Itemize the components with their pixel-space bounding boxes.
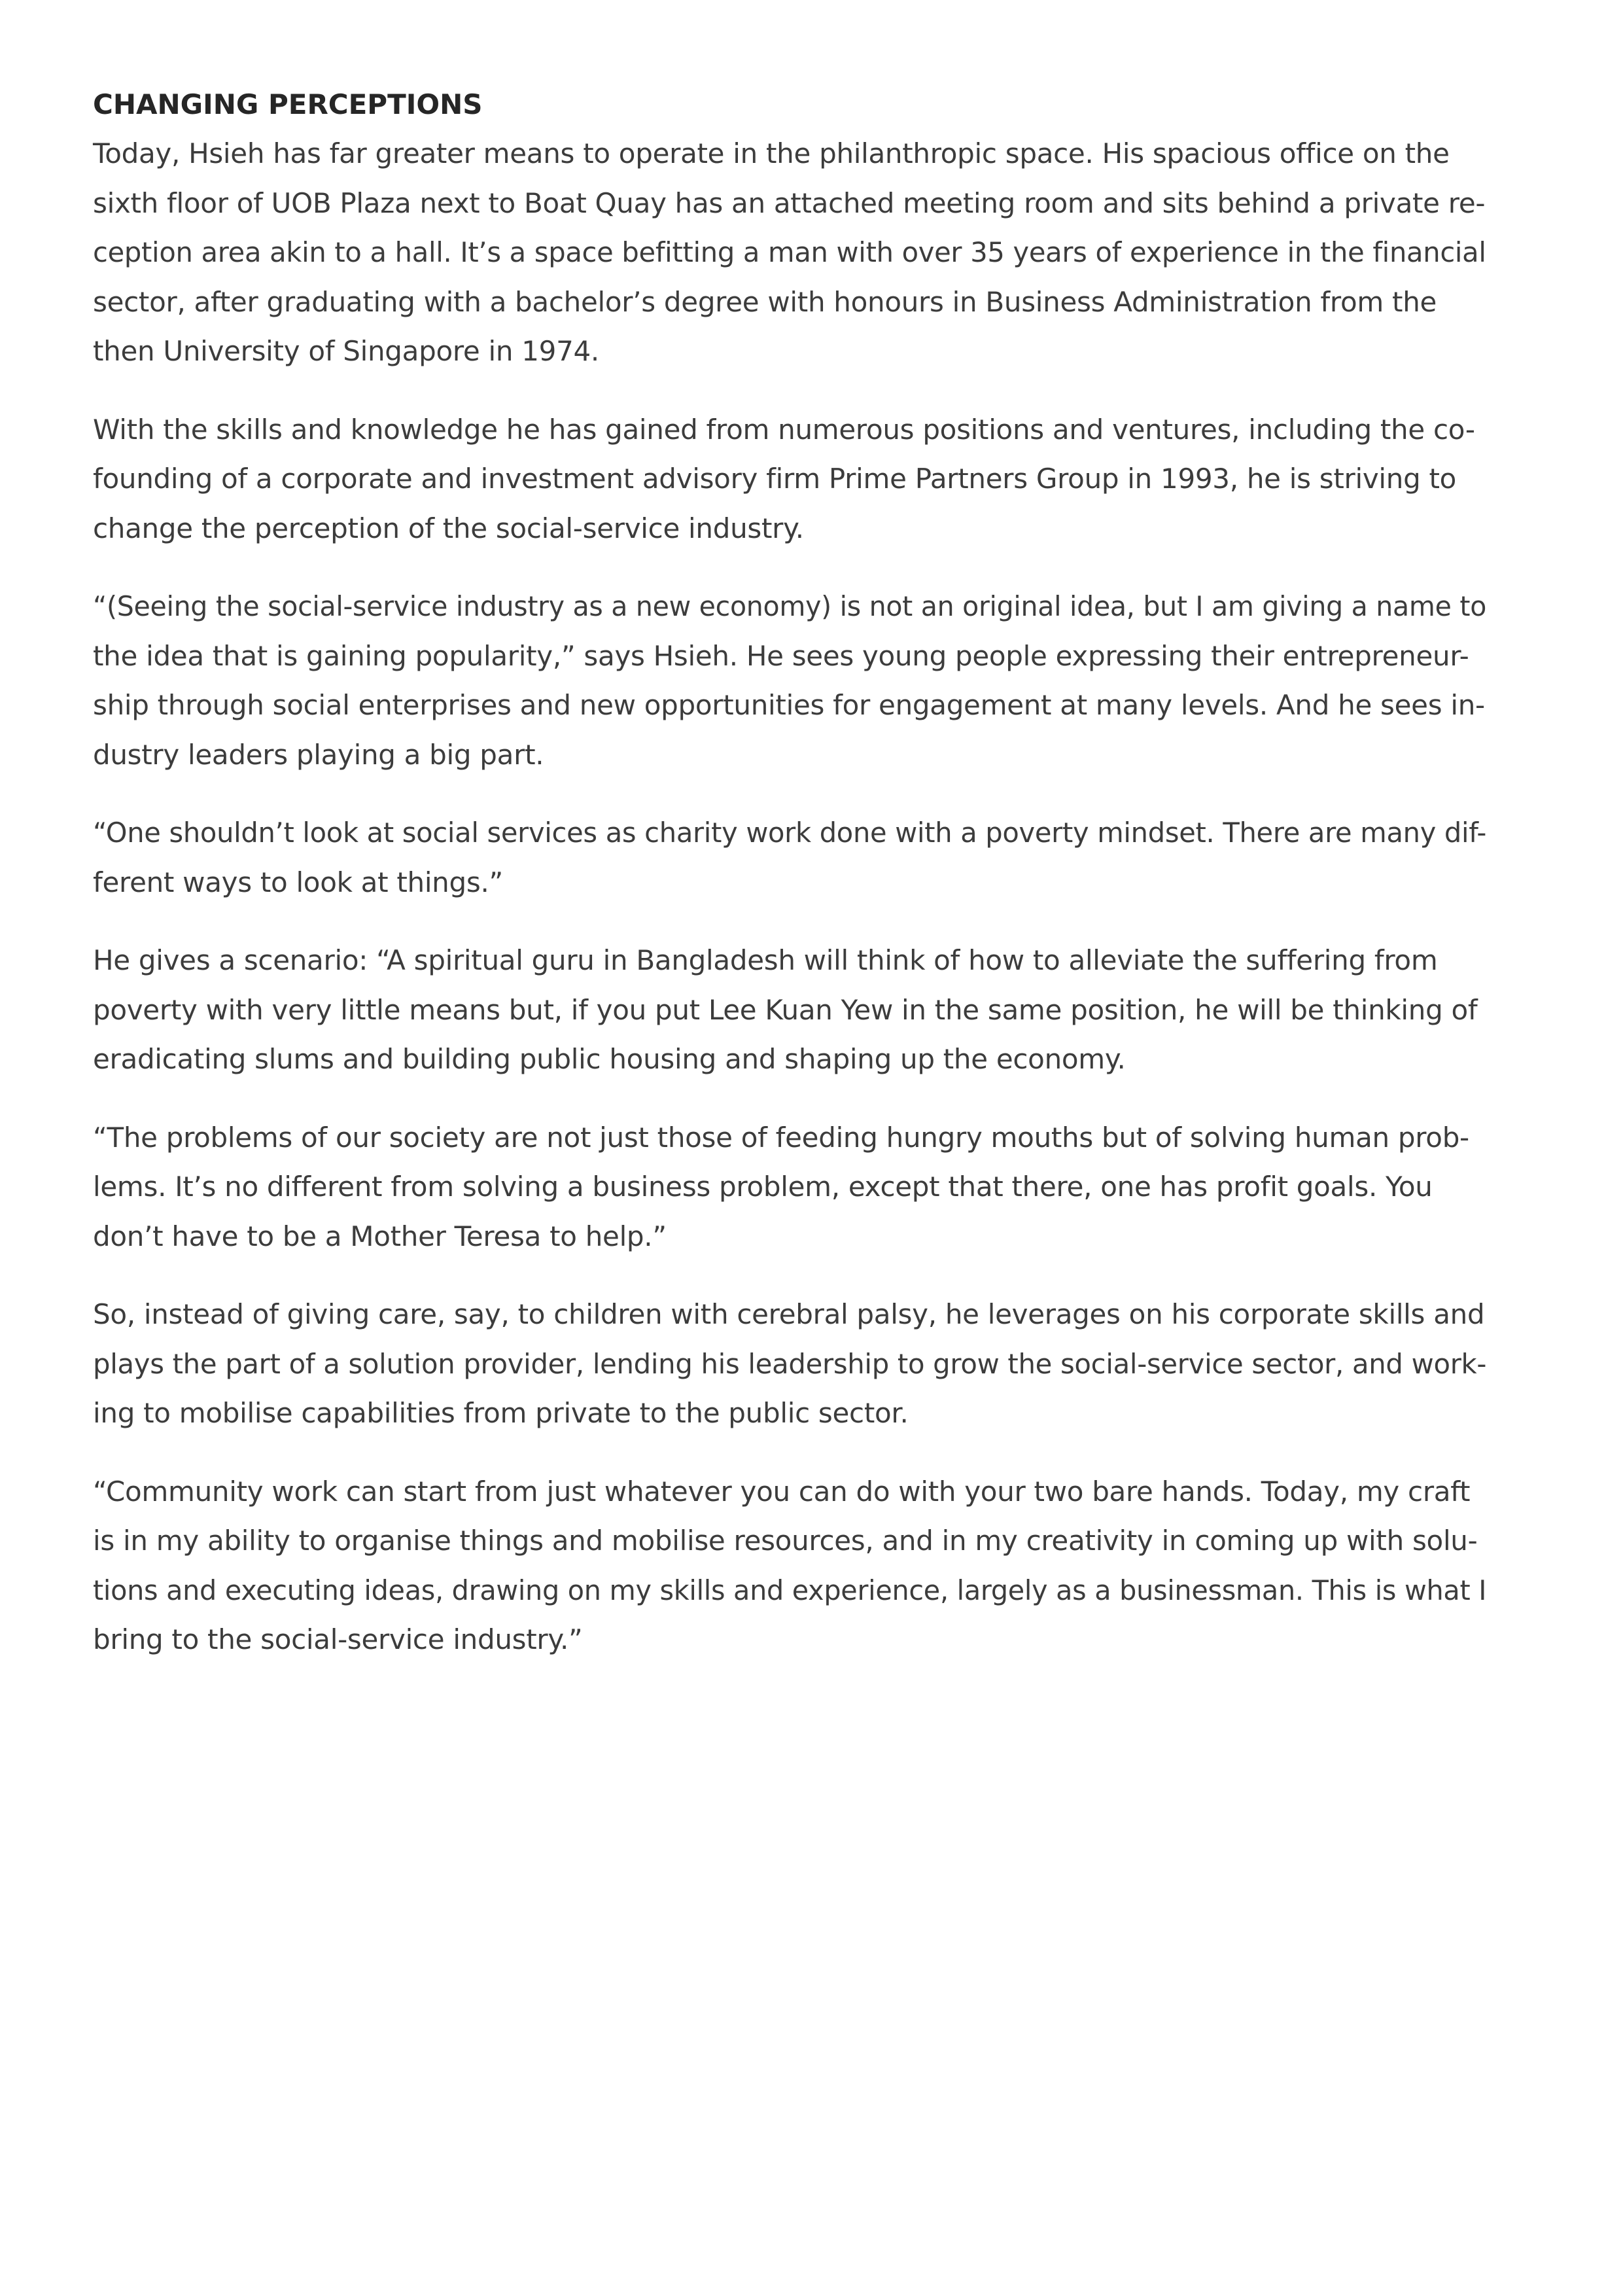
paragraph-6 bbox=[93, 1113, 1486, 1262]
paragraph-5 bbox=[93, 936, 1486, 1084]
text-line: sector, after graduating with a bachelor’s degree with honours in Business Administration from the bbox=[93, 285, 1437, 318]
text-line: then University of Singapore in 1974. bbox=[93, 335, 599, 367]
text-line: change the perception of the social-service industry. bbox=[93, 512, 804, 544]
text-line: ship through social enterprises and new opportunities for engagement at many levels. And he sees in- bbox=[93, 689, 1485, 721]
text-line: eradicating slums and building public housing and shaping up the economy. bbox=[93, 1043, 1126, 1075]
paragraph-4 bbox=[93, 808, 1486, 907]
text-line: founding of a corporate and investment advisory firm Prime Partners Group in 1993, he is striving to bbox=[93, 463, 1457, 495]
text-line: “The problems of our society are not just those of feeding hungry mouths but of solving human prob- bbox=[93, 1121, 1469, 1154]
text-line: plays the part of a solution provider, lending his leadership to grow the social-service sector, and work- bbox=[93, 1347, 1487, 1380]
text-line: tions and executing ideas, drawing on my skills and experience, largely as a businessman. This is what I bbox=[93, 1574, 1487, 1606]
text-line: bring to the social-service industry.” bbox=[93, 1623, 583, 1655]
paragraph-3 bbox=[93, 582, 1486, 779]
text-line: So, instead of giving care, say, to children with cerebral palsy, he leverages on his corporate skills and bbox=[93, 1298, 1485, 1330]
text-line: He gives a scenario: “A spiritual guru in Bangladesh will think of how to alleviate the suffering from bbox=[93, 944, 1438, 976]
text-line: is in my ability to organise things and mobilise resources, and in my creativity in coming up with solu- bbox=[93, 1525, 1478, 1557]
text-line: “(Seeing the social-service industry as a new economy) is not an original idea, but I am giving a name to bbox=[93, 590, 1487, 622]
text-line: Today, Hsieh has far greater means to operate in the philanthropic space. His spacious office on the bbox=[93, 137, 1450, 169]
text-line: ferent ways to look at things.” bbox=[93, 866, 503, 898]
text-line: poverty with very little means but, if you put Lee Kuan Yew in the same position, he will be thinking of bbox=[93, 993, 1478, 1026]
paragraph-7 bbox=[93, 1290, 1486, 1438]
paragraph-8 bbox=[93, 1467, 1486, 1665]
text-line: “Community work can start from just whatever you can do with your two bare hands. Today, my craft bbox=[93, 1475, 1471, 1508]
text-line: ception area akin to a hall. It’s a space befitting a man with over 35 years of experience in the financial bbox=[93, 236, 1486, 268]
text-line: With the skills and knowledge he has gained from numerous positions and ventures, including the co- bbox=[93, 413, 1475, 446]
text-line: ing to mobilise capabilities from private to the public sector. bbox=[93, 1397, 909, 1429]
text-line: don’t have to be a Mother Teresa to help.” bbox=[93, 1220, 667, 1252]
paragraph-2 bbox=[93, 405, 1486, 554]
text-line: lems. It’s no different from solving a business problem, except that there, one has profit goals. You bbox=[93, 1171, 1433, 1203]
text-line: sixth floor of UOB Plaza next to Boat Quay has an attached meeting room and sits behind a private re- bbox=[93, 186, 1486, 219]
article-body bbox=[93, 80, 1486, 1693]
text-line: dustry leaders playing a big part. bbox=[93, 738, 544, 771]
text-line: the idea that is gaining popularity,” says Hsieh. He sees young people expressing their entrepreneur- bbox=[93, 639, 1469, 672]
paragraph-1 bbox=[93, 129, 1486, 376]
text-line: “One shouldn’t look at social services as charity work done with a poverty mindset. There are many dif- bbox=[93, 817, 1487, 849]
section-heading: CHANGING PERCEPTIONS bbox=[93, 88, 483, 120]
